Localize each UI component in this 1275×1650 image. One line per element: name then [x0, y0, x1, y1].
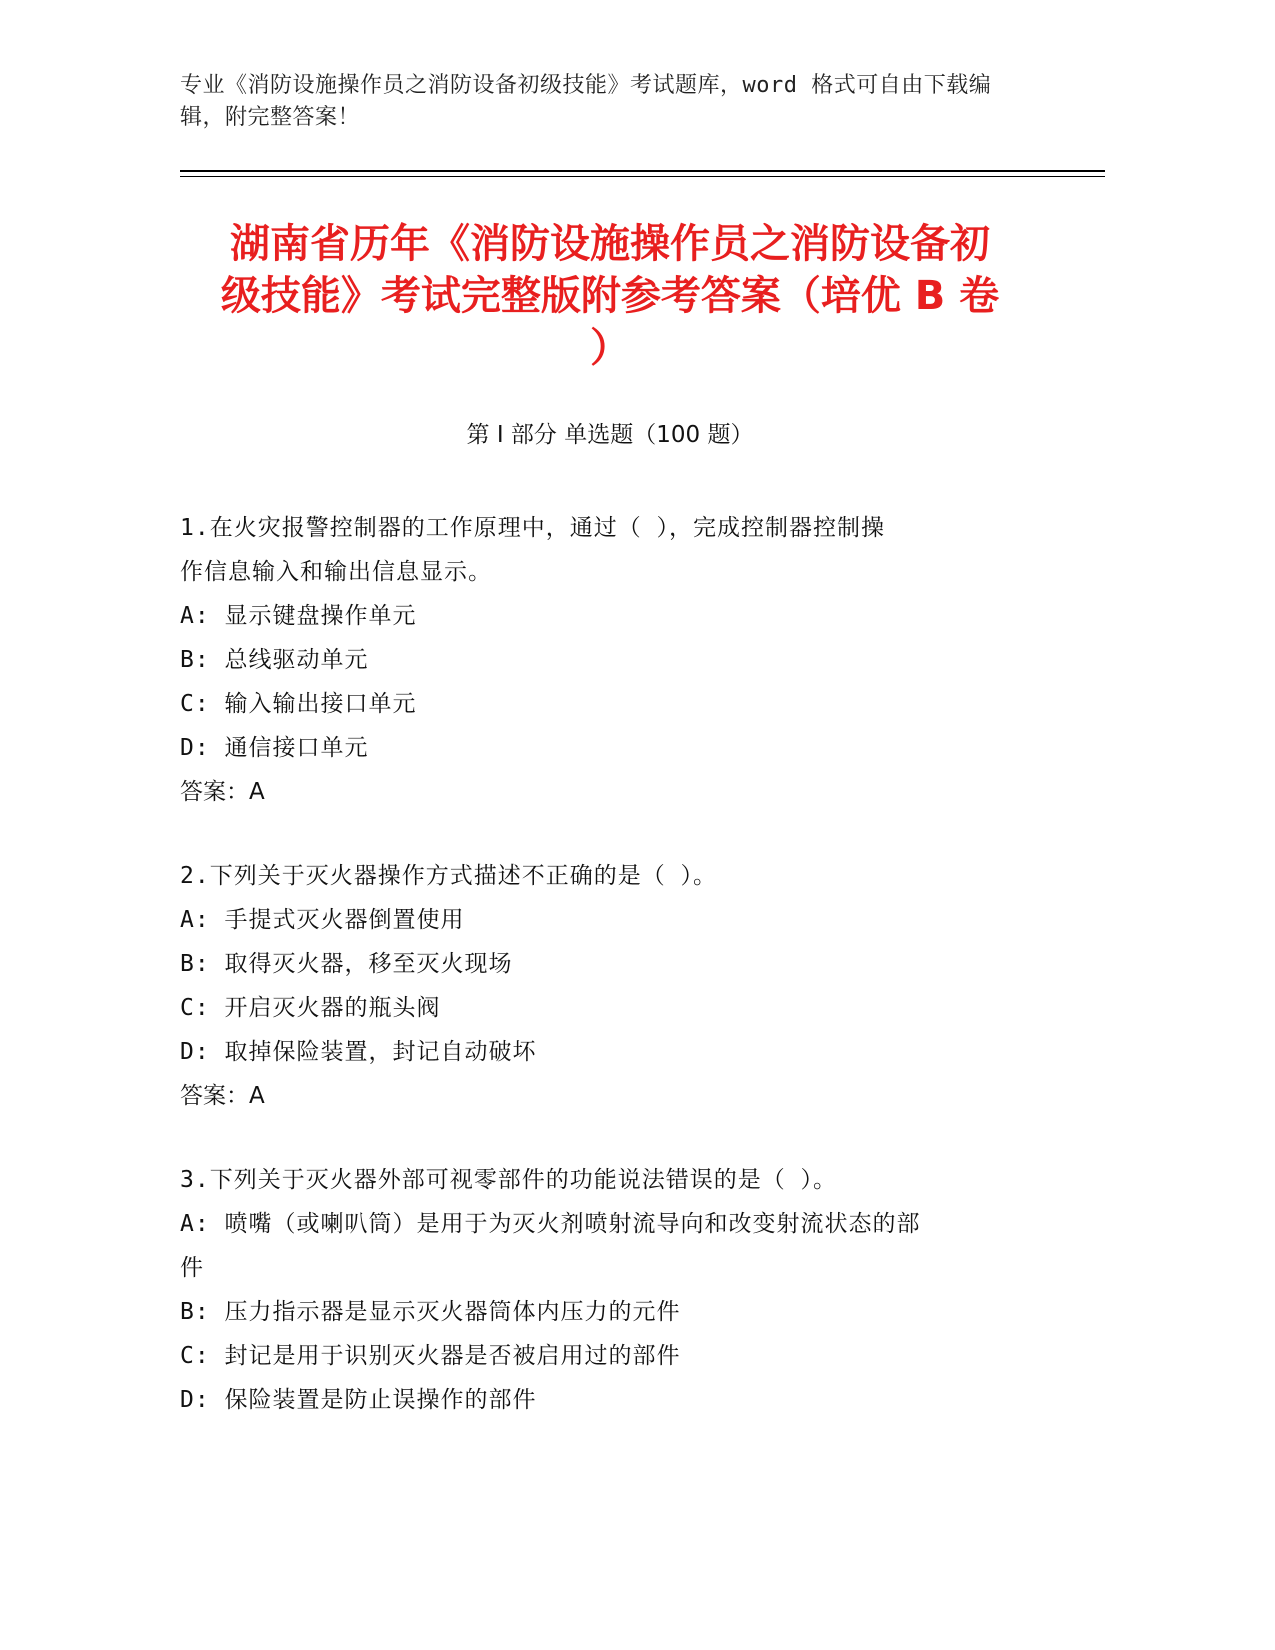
option-a-continued: 件	[180, 1255, 204, 1281]
answer-label: 答案：A	[180, 779, 265, 805]
option-c: C: 开启灭火器的瓶头阀	[180, 995, 441, 1021]
option-a: A: 喷嘴（或喇叭筒）是用于为灭火剂喷射流导向和改变射流状态的部	[180, 1211, 921, 1237]
header-divider-thin	[180, 176, 1105, 177]
question-stem: 1.在火灾报警控制器的工作原理中，通过（ ），完成控制器控制操	[180, 515, 886, 541]
header-note-line: 辑，附完整答案！	[180, 105, 361, 130]
option-a: A: 手提式灭火器倒置使用	[180, 907, 465, 933]
question-stem: 作信息输入和输出信息显示。	[180, 559, 492, 585]
option-c: C: 输入输出接口单元	[180, 691, 417, 717]
document-title-line: 级技能》考试完整版附参考答案（培优 B 卷	[220, 273, 1000, 319]
header-note-line: 专业《消防设施操作员之消防设备初级技能》考试题库，word 格式可自由下载编	[180, 73, 992, 98]
option-b: B: 取得灭火器，移至灭火现场	[180, 951, 513, 977]
document-title-line: ）	[590, 325, 630, 371]
header-note	[180, 70, 1040, 134]
option-d: D: 取掉保险装置，封记自动破坏	[180, 1039, 537, 1065]
question-item	[180, 1158, 1040, 1422]
option-d: D: 保险装置是防止误操作的部件	[180, 1387, 537, 1413]
option-d: D: 通信接口单元	[180, 735, 369, 761]
question-stem: 2.下列关于灭火器操作方式描述不正确的是（ ）。	[180, 863, 718, 889]
option-c: C: 封记是用于识别灭火器是否被启用过的部件	[180, 1343, 681, 1369]
section-heading: 第 I 部分 单选题（100 题）	[466, 422, 754, 448]
option-b: B: 总线驱动单元	[180, 647, 369, 673]
document-title	[180, 218, 1040, 374]
question-stem: 3.下列关于灭火器外部可视零部件的功能说法错误的是（ ）。	[180, 1167, 838, 1193]
question-list	[180, 506, 1040, 1462]
option-b: B: 压力指示器是显示灭火器筒体内压力的元件	[180, 1299, 681, 1325]
header-divider	[180, 170, 1105, 172]
answer-label: 答案：A	[180, 1083, 265, 1109]
option-a: A: 显示键盘操作单元	[180, 603, 417, 629]
question-item	[180, 854, 1040, 1118]
question-item	[180, 506, 1040, 814]
document-title-line: 湖南省历年《消防设施操作员之消防设备初	[230, 221, 990, 267]
